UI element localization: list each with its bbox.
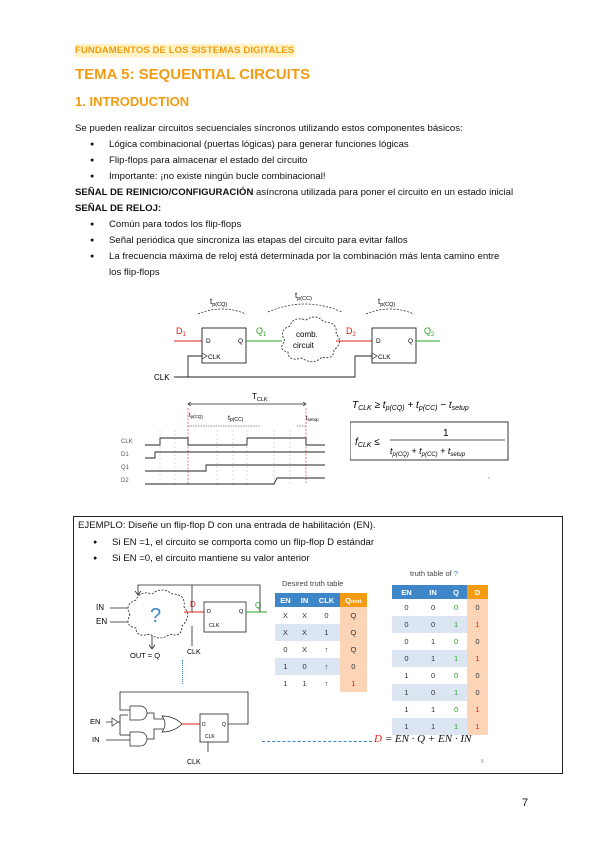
table-header-row [275, 593, 367, 607]
reset-label: SEÑAL DE REINICIO/CONFIGURACIÓN [75, 187, 254, 198]
table-cell: 1 [421, 633, 445, 650]
timing-row-label: D1 [121, 452, 129, 458]
list-item: ● Si EN =1, el circuito se comporta como un flip-flop D estándar [78, 535, 548, 551]
connector-dotted [182, 660, 184, 684]
table-cell: X [275, 624, 296, 641]
table-header: EN [392, 585, 421, 599]
timing-row-label: CLK [121, 439, 133, 445]
in-label-2: IN [92, 735, 100, 744]
table-cell: 1 [445, 650, 467, 667]
table-header: IN [296, 593, 314, 607]
in-label: IN [96, 603, 104, 612]
clk-label-2: CLK [187, 759, 201, 766]
course-title: FUNDAMENTOS DE LOS SISTEMAS DIGITALES [75, 45, 295, 56]
example-list [78, 535, 548, 567]
svg-text:Q: Q [222, 722, 226, 728]
q1-waveform [145, 465, 325, 471]
section-title: 1. INTRODUCTION [75, 94, 190, 109]
tclk-label: $T_{CLK}$ [252, 392, 268, 403]
tpcq-label-2: $t_{p(CQ)}$ [378, 297, 396, 308]
ff2-d: D [376, 338, 381, 345]
table-cell: 0 [467, 684, 488, 701]
table-cell: ↑ [313, 658, 339, 675]
clk-branch [188, 356, 202, 377]
list-item-line: los flip-flops [109, 267, 160, 278]
svg-text:CLK: CLK [209, 623, 220, 629]
table-row [275, 624, 367, 641]
timing-row-label: Q1 [121, 465, 130, 471]
table-header: IN [421, 585, 445, 599]
table-header: Q [445, 585, 467, 599]
table-cell: 0 [275, 641, 296, 658]
table-cell: 0 [392, 633, 421, 650]
list-item: ● Importante: ¡no existe ningún bucle combinacional! [75, 169, 565, 185]
timing-diagram [115, 390, 340, 490]
not-gate [112, 718, 118, 726]
table-row [392, 650, 488, 667]
clk-label: CLK [154, 373, 170, 382]
tpcq-arc-2 [366, 309, 414, 314]
table-cell: 1 [296, 675, 314, 692]
table-cell: 0 [392, 650, 421, 667]
clk-waveform [145, 438, 325, 445]
tpcc-arc [268, 304, 342, 312]
table-row [275, 607, 367, 624]
table-row [275, 641, 367, 658]
svg-text:D: D [207, 609, 211, 615]
d1-waveform [145, 452, 325, 458]
table-cell: 0 [445, 599, 467, 616]
comb-label-1: comb. [296, 330, 318, 339]
table-cell: 0 [467, 667, 488, 684]
table-cell: 1 [445, 684, 467, 701]
ff2-q: Q [408, 338, 414, 345]
table-cell: X [296, 607, 314, 624]
list-item-line: La frecuencia máxima de reloj está determinada por la combinación más lenta camino entre [109, 251, 500, 262]
table-row [392, 599, 488, 616]
clock-list [75, 217, 565, 281]
t3-label: tsetup [306, 416, 319, 422]
tpcq-arc-1 [198, 309, 246, 314]
ff2-clk: CLK [378, 354, 391, 361]
table-cell: ↑ [313, 641, 339, 658]
eq1: $T_{CLK} \ge t_{p(CQ)} + t_{p(CC)} - t_{setup}$ [352, 400, 469, 412]
table-cell: 1 [392, 701, 421, 718]
table-header: D [467, 585, 488, 599]
table-row [392, 684, 488, 701]
table-cell: 1 [467, 701, 488, 718]
formula-arrow [262, 741, 372, 742]
svg-text:CLK: CLK [205, 734, 215, 740]
table-row [392, 633, 488, 650]
table-cell: 0 [445, 667, 467, 684]
list-item: ● Si EN =0, el circuito mantiene su valor anterior [78, 551, 548, 567]
tt-caption: truth table of ? [410, 569, 458, 578]
or-gate [162, 716, 182, 732]
table-header: Qnext [340, 593, 367, 607]
desired-table-caption: Desired truth table [282, 579, 344, 588]
table-cell: 0 [340, 658, 367, 675]
table-cell: 1 [467, 718, 488, 735]
table-cell: 0 [467, 633, 488, 650]
table-cell: 0 [392, 599, 421, 616]
list-item: ● Señal periódica que sincroniza las etapas del circuito para evitar fallos [75, 233, 565, 249]
t1-label: tp(CQ) [189, 413, 203, 419]
svg-text:D: D [202, 722, 206, 728]
list-item: ● Lógica combinacional (puertas lógicas) para generar funciones lógicas [75, 137, 565, 153]
truth-table [392, 585, 488, 735]
table-cell: 0 [445, 701, 467, 718]
table-header-row [392, 585, 488, 599]
table-cell: 1 [392, 667, 421, 684]
intro-list [75, 137, 565, 185]
table-cell: Q [340, 624, 367, 641]
table-cell: 1 [467, 650, 488, 667]
table-row [392, 667, 488, 684]
en-label-2: EN [90, 717, 101, 726]
comb-circuit-cloud [282, 317, 340, 362]
reset-signal-text [75, 185, 565, 201]
timing-equations [350, 392, 515, 482]
and-gate-2 [130, 732, 147, 746]
table-cell: 0 [421, 599, 445, 616]
table-cell: 0 [445, 633, 467, 650]
tpcq-label-1: $t_{p(CQ)}$ [210, 297, 228, 308]
and-gate-1 [130, 706, 147, 720]
ff1-d: D [206, 338, 211, 345]
table-header: EN [275, 593, 296, 607]
ff1-q: Q [238, 338, 244, 345]
eq2-lhs: $f_{CLK}$ ≤ [355, 437, 380, 449]
table-cell: 1 [340, 675, 367, 692]
table-cell: 1 [313, 624, 339, 641]
table-cell: Q [340, 641, 367, 658]
t2-label: tp(CC) [228, 415, 244, 423]
table-cell: 0 [421, 616, 445, 633]
table-cell: 0 [296, 658, 314, 675]
list-item: ● Flip-flops para almacenar el estado del circuito [75, 153, 565, 169]
tpcc-label: $t_{p(CC)}$ [295, 291, 312, 302]
reset-description: asíncrona utilizada para poner el circuito en un estado inicial [253, 187, 514, 198]
desired-truth-table [275, 593, 367, 692]
table-cell: X [275, 607, 296, 624]
timing-row-label: D2 [121, 478, 129, 484]
table-cell: X [296, 641, 314, 658]
d-label: D [190, 600, 196, 609]
table-cell: 1 [445, 616, 467, 633]
table-cell: 0 [421, 667, 445, 684]
gate-level-circuit [88, 688, 258, 768]
table-row [392, 701, 488, 718]
q2-label: $Q_2$ [424, 326, 435, 338]
clock-label: SEÑAL DE RELOJ: [75, 203, 162, 214]
list-item [75, 249, 565, 281]
example-title: EJEMPLO: Diseñe un flip-flop D con una entrada de habilitación (EN). [78, 520, 376, 531]
table-cell: 0 [421, 684, 445, 701]
intro-paragraph [75, 121, 565, 281]
d2-waveform [145, 478, 325, 484]
table-cell: 1 [275, 658, 296, 675]
table-cell: 1 [275, 675, 296, 692]
table-cell: 1 [421, 718, 445, 735]
clk-label: CLK [187, 649, 201, 656]
page-number: 7 [522, 797, 529, 809]
table-cell: 1 [421, 701, 445, 718]
eq2-denominator: $t_{p(CQ)} + t_{p(CC)} + t_{setup}$ [390, 446, 466, 458]
formula: D = EN · Q + EN · IN [374, 733, 472, 745]
table-cell: 0 [313, 607, 339, 624]
flipflop-pipeline-diagram [150, 290, 440, 385]
intro-text: Se pueden realizar circuitos secuenciales síncronos utilizando estos componentes básicos: [75, 123, 463, 134]
en-label: EN [96, 617, 108, 626]
table-cell: 1 [467, 616, 488, 633]
ff1-clk: CLK [208, 354, 221, 361]
q-label: Q [255, 601, 262, 610]
svg-text:Q: Q [239, 609, 244, 615]
eq2-numerator: 1 [443, 428, 449, 439]
table-cell: ↑ [313, 675, 339, 692]
d1-label: $D_1$ [176, 326, 186, 338]
list-item: ● Común para todos los flip-flops [75, 217, 565, 233]
table-cell: 1 [392, 718, 421, 735]
svg-text:,: , [488, 473, 490, 480]
table-row [275, 658, 367, 675]
table-cell: 0 [467, 599, 488, 616]
q1-label: $Q_1$ [256, 326, 267, 338]
comb-label-2: circuit [293, 341, 314, 350]
table-row [392, 616, 488, 633]
question-mark: ? [150, 605, 162, 627]
table-cell: 1 [445, 718, 467, 735]
chapter-title: TEMA 5: SEQUENTIAL CIRCUITS [75, 66, 311, 83]
table-header: CLK [313, 593, 339, 607]
table-cell: 1 [421, 650, 445, 667]
small-page-number: 8 [481, 759, 484, 765]
d2-label: $D_2$ [346, 326, 356, 338]
table-row [275, 675, 367, 692]
table-cell: 1 [392, 684, 421, 701]
example-black-box-diagram [92, 580, 272, 660]
table-cell: X [296, 624, 314, 641]
table-cell: Q [340, 607, 367, 624]
out-label: OUT = Q [130, 651, 161, 660]
table-cell: 0 [392, 616, 421, 633]
